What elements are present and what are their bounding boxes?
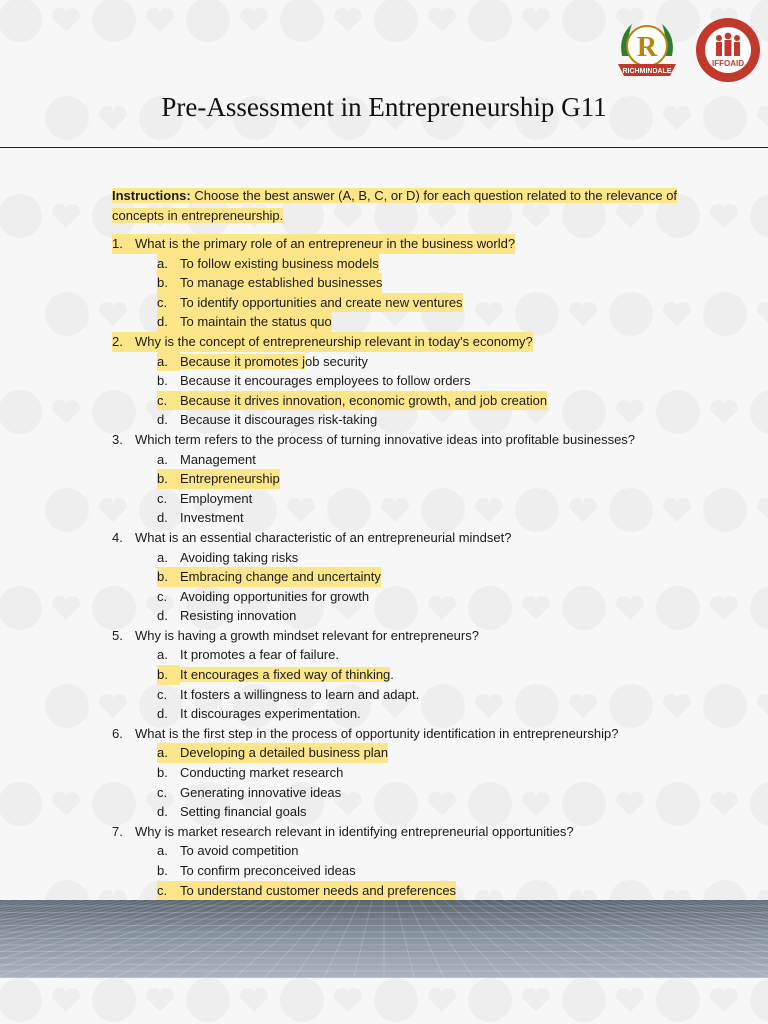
option-letter: a.	[157, 451, 168, 467]
answer-option	[112, 469, 692, 489]
instructions-label: Instructions:	[112, 188, 191, 203]
assessment-content	[112, 186, 692, 900]
option-text: It fosters a willingness to learn and adapt.	[180, 686, 420, 702]
answer-option	[112, 450, 692, 470]
option-text: To identify opportunities and create new ventures	[180, 294, 463, 310]
answer-option	[112, 606, 692, 626]
svg-text:IFFOAID: IFFOAID	[712, 59, 744, 68]
option-text: It promotes a fear of failure.	[180, 647, 339, 663]
option-letter: a.	[157, 255, 168, 271]
question-text: Why is market research relevant in identifying entrepreneurial opportunities?	[135, 823, 574, 839]
option-text: It encourages a fixed way of thinking.	[180, 667, 394, 683]
option-text: Embracing change and uncertainty	[180, 569, 381, 585]
question-2	[112, 332, 692, 352]
option-text: To follow existing business models	[180, 255, 379, 271]
instructions-text: Choose the best answer (A, B, C, or D) for each question related to the relevance of concepts in entrepreneurship.	[112, 188, 678, 223]
option-letter: b.	[157, 275, 168, 291]
option-letter: d.	[157, 804, 168, 820]
question-text: Which term refers to the process of turning innovative ideas into profitable businesses?	[135, 431, 636, 447]
question-text: What is the first step in the process of opportunity identification in entrepreneurship?	[135, 725, 619, 741]
option-letter: b.	[157, 765, 168, 781]
option-letter: d.	[157, 314, 168, 330]
answer-option	[112, 685, 692, 705]
option-letter: c.	[157, 784, 168, 800]
answer-option	[112, 371, 692, 391]
option-letter: d.	[157, 706, 168, 722]
option-text: Because it promotes job security	[180, 353, 368, 369]
question-number: 5.	[112, 627, 123, 643]
answer-option	[112, 352, 692, 372]
question-list	[112, 234, 692, 900]
option-letter: d.	[157, 510, 168, 526]
option-letter: b.	[157, 471, 168, 487]
option-text: To understand customer needs and preferences	[180, 882, 457, 898]
question-text: Why is the concept of entrepreneurship relevant in today's economy?	[135, 333, 533, 349]
answer-option	[112, 881, 692, 901]
question-6	[112, 724, 692, 744]
option-letter: c.	[157, 882, 168, 898]
option-letter: d.	[157, 412, 168, 428]
question-number: 7.	[112, 823, 123, 839]
option-text: Resisting innovation	[180, 608, 297, 624]
answer-option	[112, 548, 692, 568]
option-text: Generating innovative ideas	[180, 784, 342, 800]
school-crest-logo	[612, 16, 682, 80]
answer-option	[112, 763, 692, 783]
option-text: To avoid competition	[180, 843, 299, 859]
option-letter: c.	[157, 588, 168, 604]
footer-grid-pattern	[0, 900, 768, 978]
option-letter: b.	[157, 863, 168, 878]
option-letter: d.	[157, 608, 168, 624]
option-letter: a.	[157, 549, 168, 565]
answer-option	[112, 410, 692, 430]
question-4	[112, 528, 692, 548]
answer-option	[112, 489, 692, 509]
question-text: Why is having a growth mindset relevant for entrepreneurs?	[135, 627, 479, 643]
answer-option	[112, 587, 692, 607]
iffoaid-logo	[694, 16, 762, 84]
question-number: 6.	[112, 725, 123, 741]
question-number: 1.	[112, 236, 123, 251]
title-divider	[0, 147, 768, 148]
answer-option	[112, 841, 692, 861]
instructions	[112, 186, 692, 226]
question-number: 2.	[112, 333, 123, 349]
answer-option	[112, 293, 692, 313]
option-text: Entrepreneurship	[180, 471, 280, 487]
option-text: Setting financial goals	[180, 804, 307, 820]
answer-option	[112, 508, 692, 528]
option-letter: a.	[157, 647, 168, 663]
option-text: It discourages experimentation.	[180, 706, 361, 722]
footer-band	[0, 900, 768, 978]
answer-option	[112, 567, 692, 587]
answer-option	[112, 391, 692, 411]
answer-option	[112, 783, 692, 803]
answer-option	[112, 861, 692, 881]
option-text: To maintain the status quo	[180, 314, 332, 330]
option-text: Avoiding taking risks	[180, 549, 299, 565]
option-letter: b.	[157, 569, 168, 585]
option-letter: c.	[157, 392, 168, 408]
option-letter: a.	[157, 843, 168, 859]
question-text: What is the primary role of an entrepreneur in the business world?	[135, 236, 516, 251]
option-text: Because it encourages employees to follow orders	[180, 373, 471, 389]
option-text: Avoiding opportunities for growth	[180, 588, 370, 604]
question-5	[112, 626, 692, 646]
option-letter: b.	[157, 373, 168, 389]
option-letter: a.	[157, 745, 168, 761]
svg-text:RICHMINDALE: RICHMINDALE	[622, 68, 672, 75]
option-letter: c.	[157, 490, 168, 506]
question-number: 4.	[112, 529, 123, 545]
option-text: Because it drives innovation, economic growth, and job creation	[180, 392, 548, 408]
option-text: Investment	[180, 510, 244, 526]
question-number: 3.	[112, 431, 123, 447]
option-text: To manage established businesses	[180, 275, 383, 291]
svg-text:R: R	[636, 32, 658, 63]
answer-option	[112, 743, 692, 763]
answer-option	[112, 254, 692, 274]
question-1	[112, 234, 692, 254]
answer-option	[112, 665, 692, 685]
page-title: Pre-Assessment in Entrepreneurship G11	[161, 92, 607, 122]
option-text: Because it discourages risk-taking	[180, 412, 378, 428]
question-text: What is an essential characteristic of an entrepreneurial mindset?	[135, 529, 512, 545]
answer-option	[112, 704, 692, 724]
answer-option	[112, 802, 692, 822]
answer-option	[112, 312, 692, 332]
option-letter: c.	[157, 686, 168, 702]
option-text: Management	[180, 451, 256, 467]
question-3	[112, 430, 692, 450]
option-text: Developing a detailed business plan	[180, 745, 389, 761]
option-text: Conducting market research	[180, 765, 344, 781]
option-letter: c.	[157, 294, 168, 310]
answer-option	[112, 273, 692, 293]
question-7	[112, 822, 692, 842]
answer-option	[112, 645, 692, 665]
option-text: Employment	[180, 490, 253, 506]
option-letter: a.	[157, 352, 180, 372]
option-letter: b.	[157, 665, 180, 685]
option-text: To confirm preconceived ideas	[180, 863, 356, 878]
